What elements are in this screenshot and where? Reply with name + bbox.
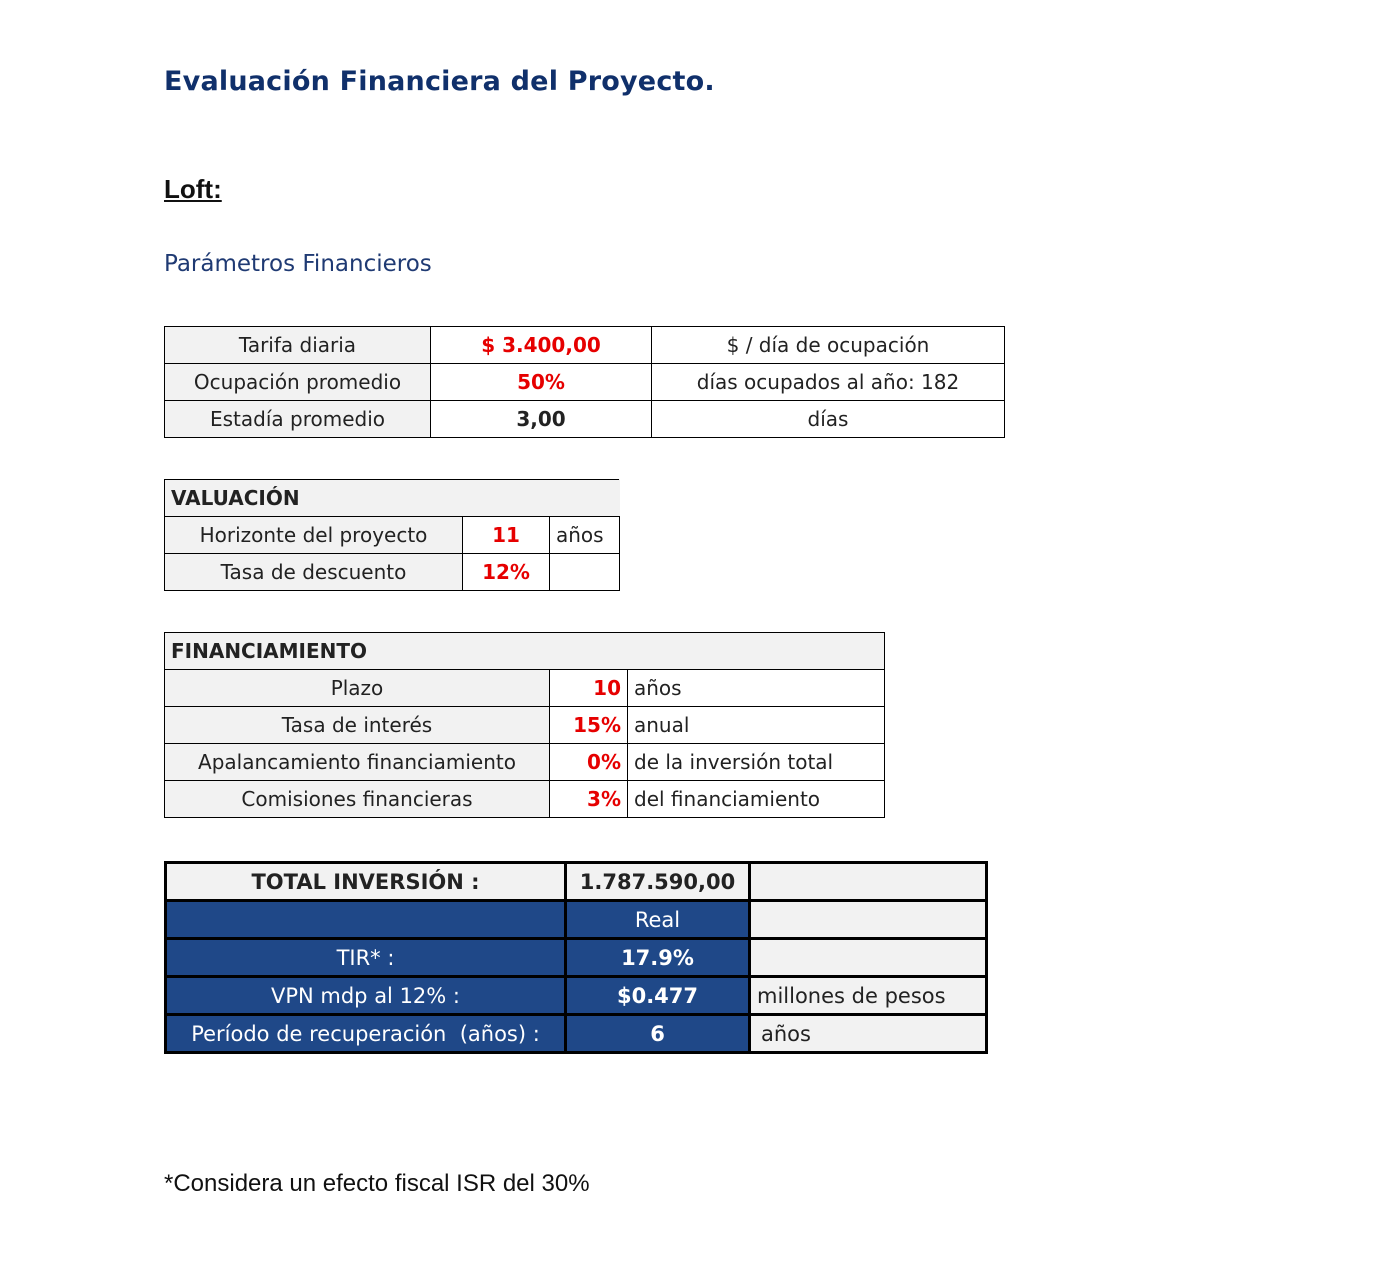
financing-value: 10: [550, 670, 628, 707]
scenario-note: [750, 901, 987, 939]
table-row: [165, 517, 620, 554]
investment-summary-table: [164, 861, 988, 1054]
param-label: Ocupación promedio: [165, 364, 431, 401]
payback-value: 6: [566, 1015, 750, 1053]
table-row: [165, 707, 885, 744]
page-title: Evaluación Financiera del Proyecto.: [164, 66, 715, 97]
param-label: Tarifa diaria: [165, 327, 431, 364]
tir-note: [750, 939, 987, 977]
financing-label: Plazo: [165, 670, 550, 707]
table-row: [166, 939, 987, 977]
financing-unit: años: [628, 670, 885, 707]
tir-value: 17.9%: [566, 939, 750, 977]
param-label: Estadía promedio: [165, 401, 431, 438]
financing-label: Apalancamiento financiamiento: [165, 744, 550, 781]
financial-parameters-heading: Parámetros Financieros: [164, 251, 432, 277]
financing-unit: de la inversión total: [628, 744, 885, 781]
valuation-unit: [550, 554, 620, 591]
valuation-label: Horizonte del proyecto: [165, 517, 463, 554]
vpn-note: millones de pesos: [750, 977, 987, 1015]
scenario-label: [166, 901, 566, 939]
scenario-value: Real: [566, 901, 750, 939]
financing-unit: del financiamiento: [628, 781, 885, 818]
financing-label: Comisiones financieras: [165, 781, 550, 818]
table-row: [165, 364, 1005, 401]
financing-value: 15%: [550, 707, 628, 744]
total-investment-label: TOTAL INVERSIÓN :: [166, 863, 566, 901]
table-header-row: [165, 633, 885, 670]
param-note: $ / día de ocupación: [652, 327, 1005, 364]
vpn-value: $0.477: [566, 977, 750, 1015]
total-investment-note: [750, 863, 987, 901]
payback-label: Período de recuperación (años) :: [166, 1015, 566, 1053]
table-row: [165, 327, 1005, 364]
section-heading-loft: Loft:: [164, 174, 222, 204]
table-row: [166, 1015, 987, 1053]
valuation-label: Tasa de descuento: [165, 554, 463, 591]
param-value: 50%: [431, 364, 652, 401]
total-investment-value: 1.787.590,00: [566, 863, 750, 901]
table-row: [166, 901, 987, 939]
table-row: [166, 977, 987, 1015]
param-value: $ 3.400,00: [431, 327, 652, 364]
param-value: 3,00: [431, 401, 652, 438]
financing-value: 0%: [550, 744, 628, 781]
valuation-value: 11: [463, 517, 550, 554]
table-row: [165, 554, 620, 591]
valuation-header: VALUACIÓN: [165, 480, 620, 517]
parameters-table: [164, 326, 1005, 438]
param-note: días: [652, 401, 1005, 438]
table-row: [165, 670, 885, 707]
table-row: [165, 744, 885, 781]
valuation-value: 12%: [463, 554, 550, 591]
valuation-unit: años: [550, 517, 620, 554]
table-row: [165, 781, 885, 818]
financing-header: FINANCIAMIENTO: [165, 633, 885, 670]
financing-value: 3%: [550, 781, 628, 818]
table-header-row: [165, 480, 620, 517]
table-row: [165, 401, 1005, 438]
vpn-label: VPN mdp al 12% :: [166, 977, 566, 1015]
financing-table: [164, 632, 885, 818]
financing-label: Tasa de interés: [165, 707, 550, 744]
footnote: *Considera un efecto fiscal ISR del 30%: [164, 1170, 590, 1197]
table-row: [166, 863, 987, 901]
param-note: días ocupados al año: 182: [652, 364, 1005, 401]
financing-unit: anual: [628, 707, 885, 744]
tir-label: TIR* :: [166, 939, 566, 977]
payback-note: años: [750, 1015, 987, 1053]
valuation-table: [164, 479, 620, 591]
